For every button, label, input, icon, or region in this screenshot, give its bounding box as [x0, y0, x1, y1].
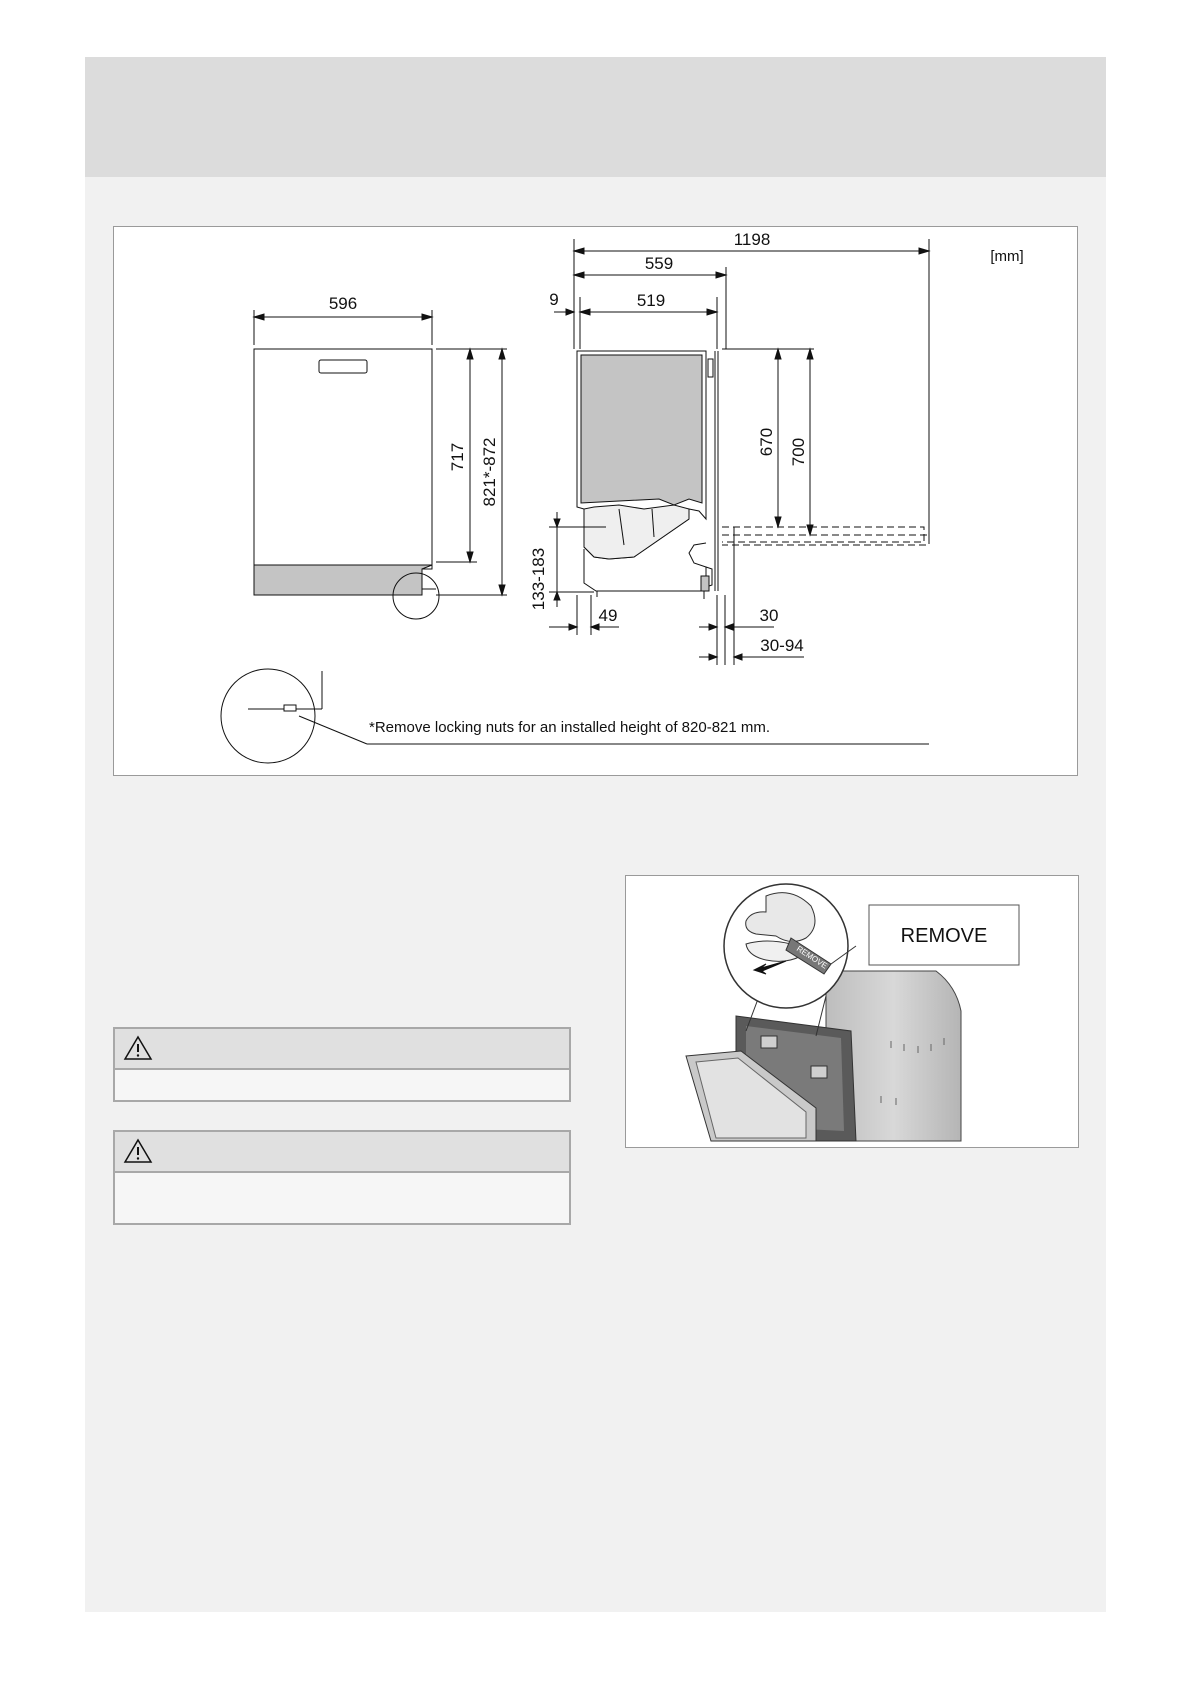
detail-circle-large	[221, 669, 315, 763]
side-body-shaded	[581, 355, 702, 505]
warning-icon	[123, 1138, 153, 1164]
dim-821-872: 821*-872	[480, 437, 499, 507]
dim-700: 700	[789, 437, 808, 467]
dimension-drawing	[114, 227, 1077, 775]
dimension-drawing-panel	[113, 226, 1078, 776]
warning-body-1	[115, 1070, 569, 1100]
dim-9: 9	[549, 290, 559, 309]
warning-header-1	[115, 1029, 569, 1070]
dim-30: 30	[759, 606, 779, 625]
unit-label: [mm]	[990, 248, 1024, 265]
dim-519: 519	[636, 291, 666, 310]
side-door-latch	[708, 359, 713, 377]
front-panel-outline	[254, 349, 432, 569]
warning-box-1	[113, 1027, 571, 1102]
front-plinth	[254, 565, 432, 595]
dim-30-94: 30-94	[760, 636, 804, 655]
warning-body-2	[115, 1173, 569, 1223]
remove-illustration-panel	[625, 875, 1079, 1148]
dim-1198: 1198	[733, 230, 771, 249]
remove-illustration	[626, 876, 1078, 1147]
warning-header-2	[115, 1132, 569, 1173]
dim-49: 49	[598, 606, 618, 625]
remove-label: REMOVE	[900, 925, 988, 947]
footnote: *Remove locking nuts for an installed height of 820-821 mm.	[369, 719, 771, 736]
warning-icon	[123, 1035, 153, 1061]
dim-559: 559	[644, 254, 674, 273]
dim-670: 670	[757, 427, 776, 457]
warning-box-2	[113, 1130, 571, 1225]
header-band	[85, 57, 1106, 177]
remove-tab-text: REMOVE	[794, 944, 829, 971]
dim-717: 717	[448, 442, 467, 472]
dim-133-183: 133-183	[529, 547, 548, 611]
dim-596: 596	[328, 294, 358, 313]
